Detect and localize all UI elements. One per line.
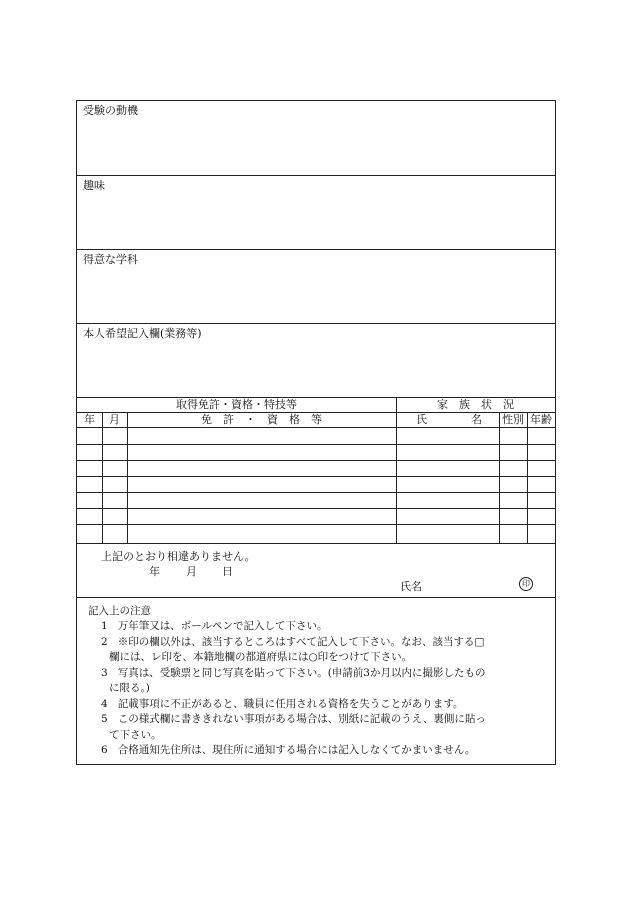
instruction-text: この様式欄に書ききれない事項がある場合は、別紙に記載のうえ、裏側に貼っ (117, 713, 486, 725)
hobby-label: 趣味 (83, 179, 105, 192)
instruction-text-continued: に限る。) (109, 682, 150, 694)
date-day-label: 日 (222, 565, 233, 578)
subject-field[interactable] (77, 250, 555, 324)
hobby-field[interactable] (77, 176, 555, 250)
instructions-title: 記入上の注意 (88, 605, 151, 617)
motive-label: 受験の動機 (83, 104, 138, 117)
license-family-grid (77, 398, 555, 544)
instruction-text-continued: て下さい。 (109, 728, 162, 741)
instruction-item (101, 635, 484, 651)
table-row-line (77, 460, 555, 461)
table-row-line (77, 476, 555, 477)
instruction-number: 4 (101, 697, 108, 710)
instruction-text: 写真は、受験票と同じ写真を貼って下さい。(申請前3か月以内に撮影したもの (117, 666, 486, 679)
subject-label: 得意な学科 (83, 253, 138, 266)
instruction-item (101, 697, 463, 713)
instructions-section (77, 598, 555, 764)
family-name-surname-label: 氏 (416, 413, 427, 426)
motive-field[interactable] (77, 101, 555, 176)
instruction-item (101, 712, 486, 728)
instruction-text: 万年筆又は、ボールペンで記入して下さい。 (117, 620, 328, 632)
application-form (76, 100, 556, 765)
instruction-number: 1 (101, 620, 108, 632)
col-sex-header: 性別 (499, 413, 527, 428)
family-table-title: 家 族 状 況 (396, 398, 555, 413)
instruction-item (101, 619, 328, 635)
declaration-section (77, 544, 555, 598)
instruction-text: 記載事項に不正があると、職員に任用される資格を失うことがあります。 (117, 697, 464, 710)
instruction-text-continued: 欄には、レ印を、本籍地欄の都道府県には○印をつけて下さい。 (109, 651, 413, 663)
signature-name-label: 氏名 (400, 580, 422, 593)
grid-divider (396, 398, 397, 543)
col-year-header: 年 (77, 413, 102, 428)
instruction-number: 3 (101, 666, 108, 679)
instruction-number: 5 (101, 713, 108, 725)
table-row-line (77, 508, 555, 509)
family-name-given-label: 名 (471, 413, 482, 426)
table-row-line (77, 444, 555, 445)
instruction-item (101, 666, 485, 682)
date-month-label: 月 (186, 565, 197, 578)
instruction-item (101, 743, 475, 759)
col-family-name-header (396, 413, 499, 428)
table-row-line (77, 492, 555, 493)
instruction-text: 合格通知先住所は、現住所に通知する場合には記入しなくてかまいません。 (117, 744, 476, 756)
license-table-title: 取得免許・資格・特技等 (77, 398, 396, 413)
col-age-header: 年齢 (527, 413, 555, 428)
seal-icon: 印 (519, 577, 533, 591)
wish-field[interactable] (77, 324, 555, 398)
instruction-number: 6 (101, 744, 108, 756)
instruction-number: 2 (101, 635, 108, 648)
col-license-header: 免 許 ・ 資 格 等 (127, 413, 396, 428)
wish-label: 本人希望記入欄(業務等) (83, 327, 202, 340)
table-row-line (77, 524, 555, 525)
instruction-text: ※印の欄以外は、該当するところはすべて記入して下さい。なお、該当する□ (117, 635, 485, 648)
col-month-header: 月 (102, 413, 127, 428)
declaration-statement: 上記のとおり相違ありません。 (101, 550, 256, 563)
date-year-label: 年 (149, 565, 160, 578)
